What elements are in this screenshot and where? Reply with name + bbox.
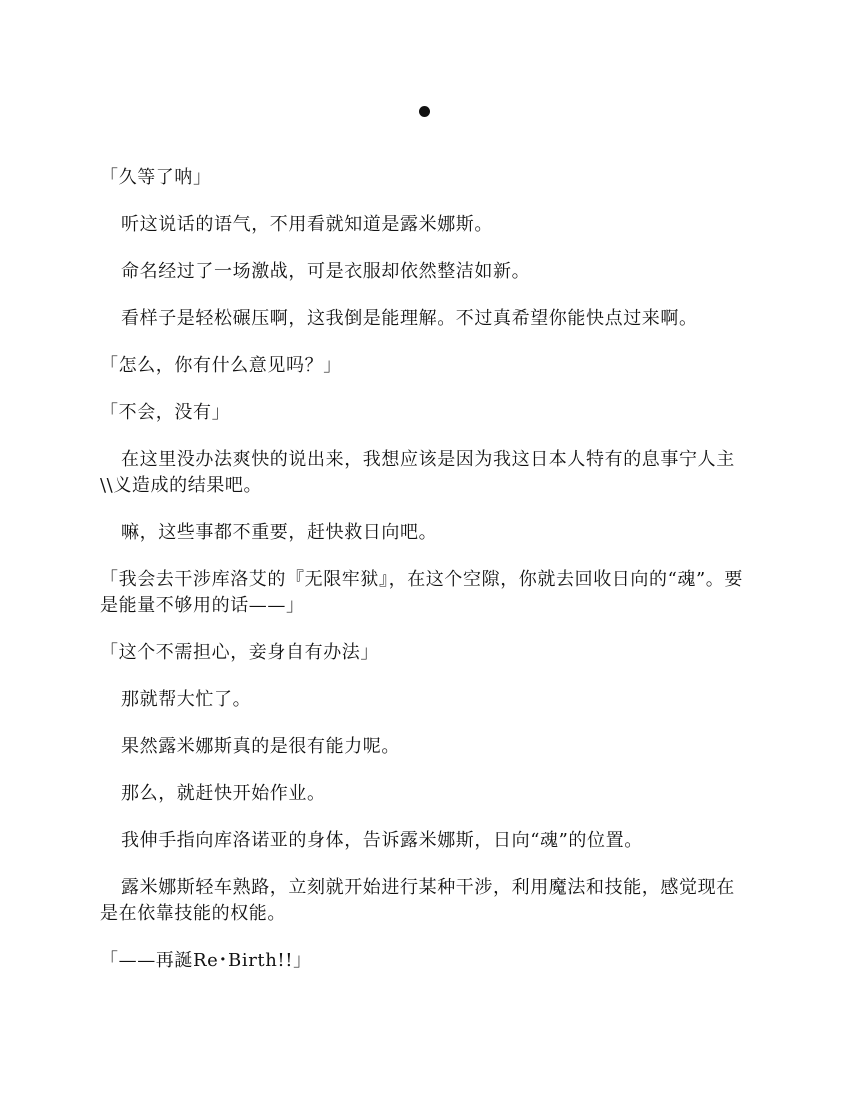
paragraph: 露米娜斯轻车熟路，立刻就开始进行某种干涉，利用魔法和技能，感觉现在是在依靠技能的权能。 <box>100 877 735 924</box>
paragraph: 那么，就赶快开始作业。 <box>121 783 326 804</box>
section-separator-bullet-icon <box>419 106 430 117</box>
paragraph: 命名经过了一场激战，可是衣服却依然整洁如新。 <box>121 261 531 282</box>
paragraph: 听这说话的语气，不用看就知道是露米娜斯。 <box>121 214 493 235</box>
paragraph: 「——再誕Re･Birth!!」 <box>100 950 312 971</box>
paragraph: 「久等了呐」 <box>100 167 212 188</box>
paragraph: 「不会，没有」 <box>100 402 231 423</box>
paragraph: 我伸手指向库洛诺亚的身体，告诉露米娜斯，日向“魂”的位置。 <box>121 830 643 851</box>
body-text <box>100 165 750 995</box>
paragraph: 果然露米娜斯真的是很有能力呢。 <box>121 736 400 757</box>
paragraph: 「我会去干涉库洛艾的『无限牢狱』，在这个空隙，你就去回收日向的“魂”。要是能量不够用的话——」 <box>100 569 744 616</box>
paragraph: 嘛，这些事都不重要，赶快救日向吧。 <box>121 522 438 543</box>
paragraph: 在这里没办法爽快的说出来，我想应该是因为我这日本人特有的息事宁人主\\义造成的结果吧。 <box>100 449 735 496</box>
paragraph: 那就帮大忙了。 <box>121 689 252 710</box>
paragraph: 看样子是轻松碾压啊，这我倒是能理解。不过真希望你能快点过来啊。 <box>121 308 698 329</box>
paragraph: 「怎么，你有什么意见吗？」 <box>100 355 342 376</box>
paragraph: 「这个不需担心，妾身自有办法」 <box>100 642 379 663</box>
